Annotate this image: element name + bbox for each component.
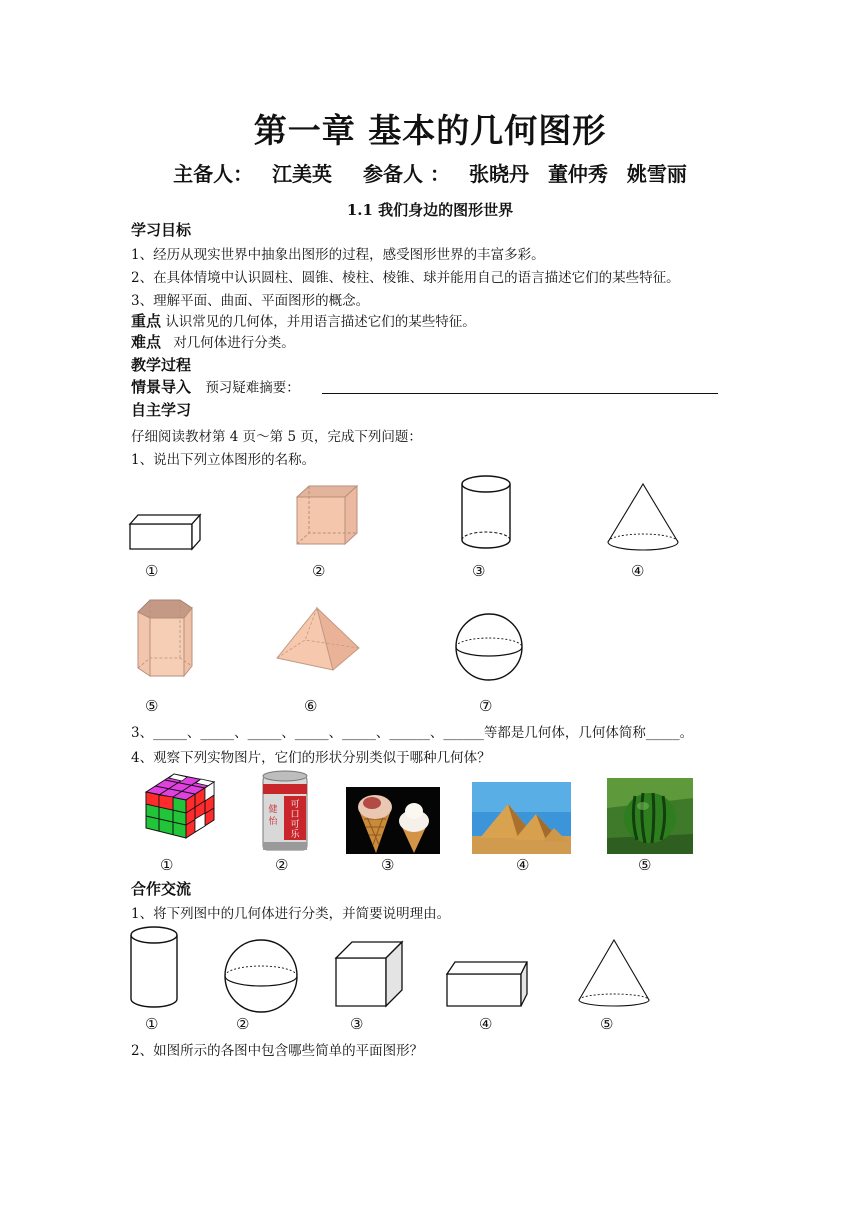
process-heading: 教学过程 <box>131 356 192 374</box>
difficulty-text: 对几何体进行分类。 <box>173 335 295 351</box>
watermelon-photo <box>607 778 693 854</box>
co-name-3: 姚雪丽 <box>626 162 687 186</box>
coop-shape-label-4: ④ <box>479 1015 493 1033</box>
difficulty-label: 难点 <box>131 333 162 351</box>
co-label: 参备人 ： <box>363 162 450 186</box>
objective-1: 1、经历从现实世界中抽象出图形的过程，感受图形世界的丰富多彩。 <box>131 247 545 263</box>
sphere-2 <box>223 938 299 1014</box>
intro-line <box>131 376 300 397</box>
cooperation-question-1: 1、将下列图中的几何体进行分类，并简要说明理由。 <box>131 906 451 922</box>
intro-answer-line[interactable] <box>322 393 718 394</box>
co-name-2: 董仲秀 <box>547 162 608 186</box>
photo-label-4: ④ <box>516 856 530 874</box>
lead-name: 江美英 <box>272 162 333 186</box>
chapter-title: 第一章 基本的几何图形 <box>253 111 607 150</box>
rubiks-cube-photo <box>144 772 216 840</box>
objective-3: 3、理解平面、曲面、平面图形的概念。 <box>131 293 370 309</box>
coop-shape-label-1: ① <box>145 1015 159 1033</box>
pyramid <box>275 606 361 672</box>
objectives-heading: 学习目标 <box>131 221 192 239</box>
section-title: 1.1 我们身边的图形世界 <box>346 201 514 219</box>
difficulty <box>131 331 295 352</box>
authors-line <box>0 158 860 187</box>
cola-can-photo <box>260 770 310 854</box>
shape-label-7: ⑦ <box>479 697 493 715</box>
photo-label-1: ① <box>160 856 174 874</box>
coop-shape-label-2: ② <box>236 1015 250 1033</box>
shape-label-3: ③ <box>472 562 486 580</box>
key-point <box>131 310 476 331</box>
can-char-1: 可 <box>290 800 300 810</box>
lead-label: 主备人： <box>173 162 254 186</box>
key-text: 认识常见的几何体，并用语言描述它们的某些特征。 <box>165 314 476 330</box>
question-3: 3、_____、_____、_____、_____、_____、______、______等都是几何体，几何体简称_____。 <box>131 725 694 741</box>
objective-2: 2、在具体情境中认识圆柱、圆锥、棱柱、棱锥、球并能用自己的语言描述它们的某些特征。 <box>131 270 680 286</box>
ice-cream-photo <box>346 787 440 854</box>
photo-label-2: ② <box>275 856 289 874</box>
read-instruction: 仔细阅读教材第 4 页～第 5 页，完成下列问题： <box>131 429 422 445</box>
coop-shape-label-5: ⑤ <box>600 1015 614 1033</box>
can-char-6: 怡 <box>268 817 278 827</box>
photo-label-5: ⑤ <box>638 856 652 874</box>
shape-label-1: ① <box>145 562 159 580</box>
pyramids-photo <box>472 782 571 854</box>
cone-2 <box>577 938 651 1008</box>
cylinder-2 <box>129 925 179 1009</box>
intro-text: 预习疑难摘要： <box>205 380 300 396</box>
co-name-1: 张晓丹 <box>468 162 529 186</box>
can-char-4: 乐 <box>290 830 300 840</box>
cooperation-heading: 合作交流 <box>131 880 192 898</box>
can-char-5: 健 <box>268 805 278 815</box>
shape-label-4: ④ <box>631 562 645 580</box>
question-1: 1、说出下列立体图形的名称。 <box>131 452 316 468</box>
intro-label: 情景导入 <box>131 378 192 396</box>
can-char-2: 口 <box>290 810 300 820</box>
coop-shape-label-3: ③ <box>350 1015 364 1033</box>
key-label: 重点 <box>131 312 162 330</box>
shape-label-6: ⑥ <box>304 697 318 715</box>
shape-label-2: ② <box>312 562 326 580</box>
question-4: 4、观察下列实物图片，它们的形状分别类似于哪种几何体？ <box>131 750 491 766</box>
cone-1 <box>606 482 680 552</box>
cylinder-1 <box>459 474 513 550</box>
cuboid-1 <box>128 512 204 552</box>
sphere-1 <box>454 612 524 682</box>
cube-1 <box>295 484 361 546</box>
self-study-heading: 自主学习 <box>131 401 192 419</box>
cooperation-question-2: 2、如图所示的各图中包含哪些简单的平面图形？ <box>131 1043 424 1059</box>
can-char-3: 可 <box>290 820 300 830</box>
cuboid-2 <box>445 958 529 1008</box>
hexagonal-prism <box>136 596 196 678</box>
cube-2 <box>334 940 404 1008</box>
shape-label-5: ⑤ <box>145 697 159 715</box>
photo-label-3: ③ <box>381 856 395 874</box>
